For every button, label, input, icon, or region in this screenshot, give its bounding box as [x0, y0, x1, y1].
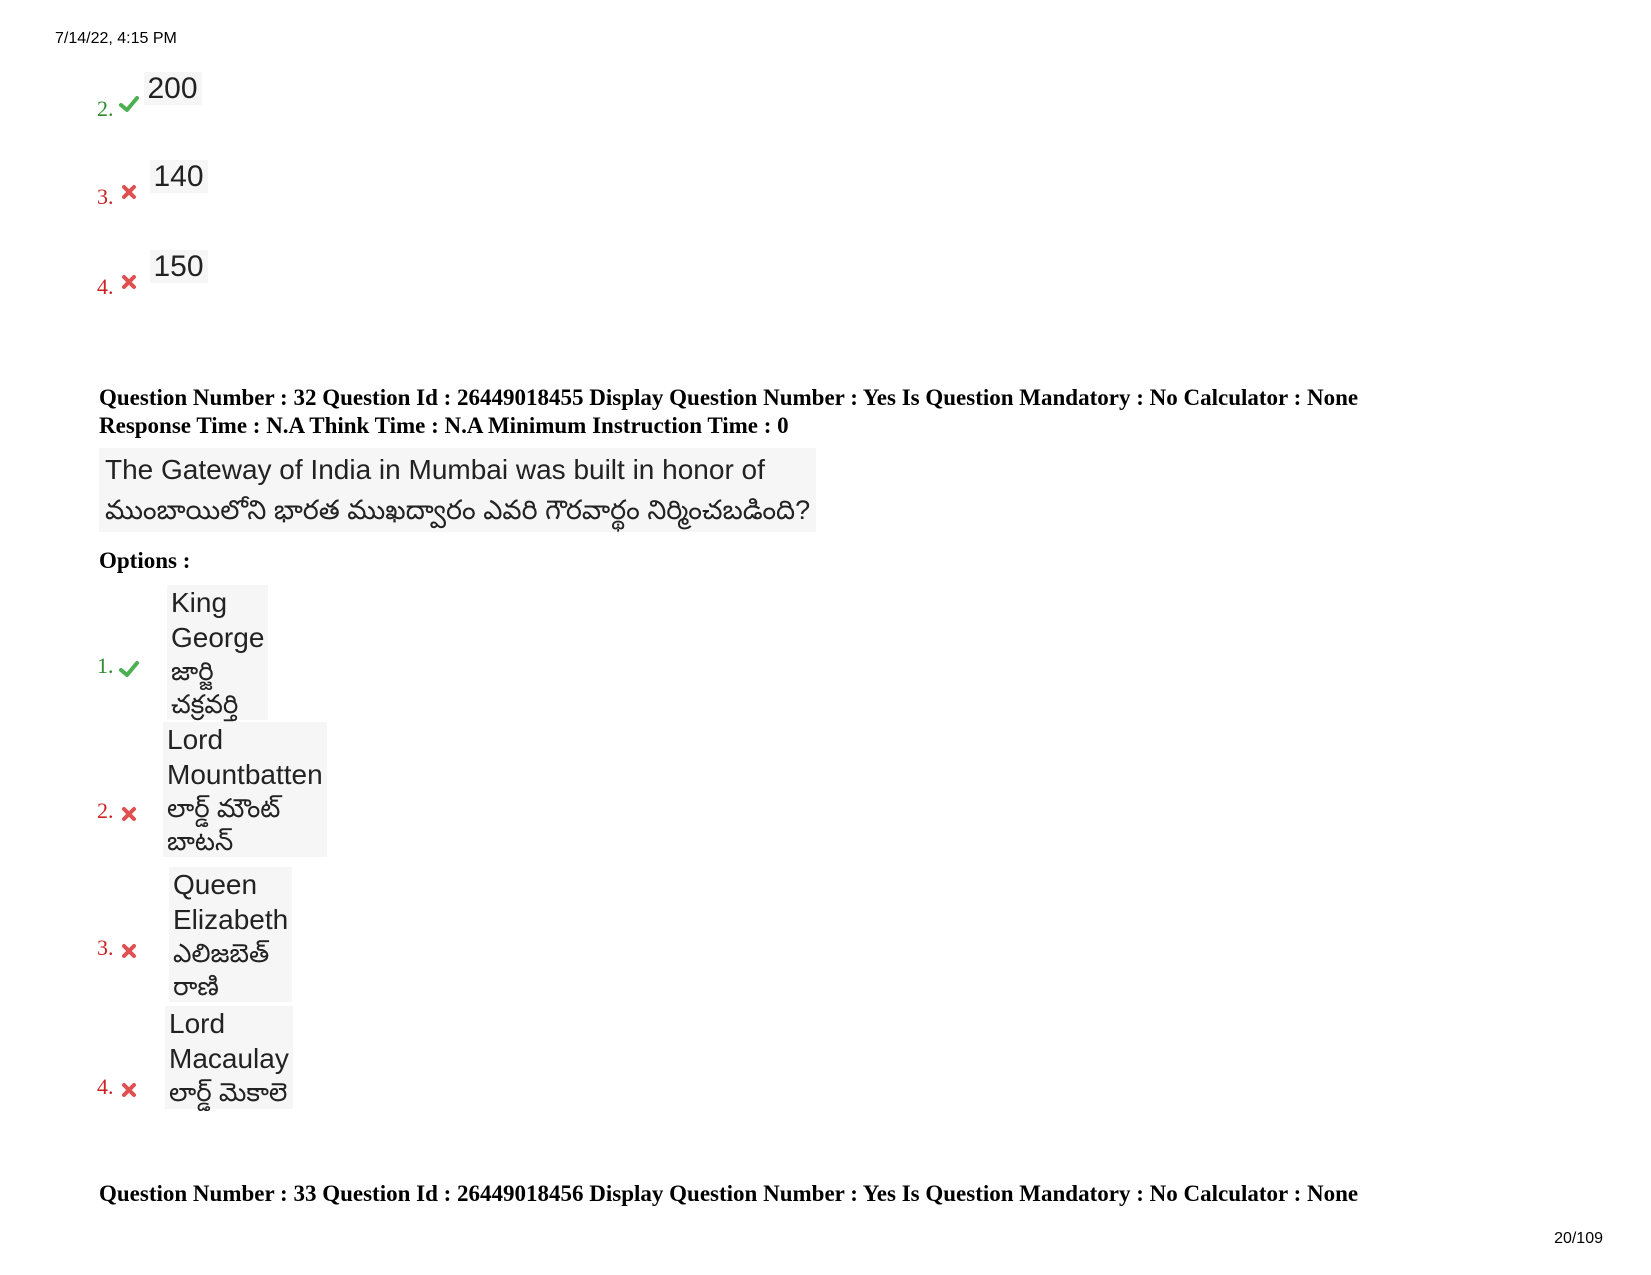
cross-icon [118, 803, 140, 825]
question-meta-line: Question Number : 32 Question Id : 26449018455 Display Question Number : Yes Is Question Mandatory : No Calculator : None [99, 385, 1359, 410]
question-meta-line: Response Time : N.A Think Time : N.A Minimum Instruction Time : 0 [99, 413, 789, 438]
question-32-meta [99, 384, 1358, 440]
check-icon [118, 93, 140, 115]
print-timestamp: 7/14/22, 4:15 PM [55, 30, 177, 47]
option-number: 3. [97, 935, 114, 960]
option-number: 4. [97, 1074, 114, 1099]
option-number: 4. [97, 274, 114, 299]
option-number: 2. [97, 96, 114, 121]
option-value: 150 [150, 250, 208, 283]
option-number: 3. [97, 184, 114, 209]
option-value: 200 [144, 72, 202, 105]
cross-icon [118, 1079, 140, 1101]
cross-icon [118, 271, 140, 293]
option-number: 2. [97, 798, 114, 823]
question-33-meta [99, 1180, 1358, 1208]
prev-option-2 [97, 72, 202, 121]
option-text-english: King George [171, 587, 265, 653]
cross-icon [118, 181, 140, 203]
option-text-telugu: జార్జి చక్రవర్తి [171, 656, 239, 719]
question-text-english: The Gateway of India in Mumbai was built in honor of [105, 454, 765, 485]
page-number: 20/109 [1554, 1230, 1603, 1247]
option-number: 1. [97, 653, 114, 678]
cross-icon [118, 940, 140, 962]
option-text-telugu: లార్డ్ మెకాలె [169, 1077, 288, 1107]
option-text-telugu: ఎలిజబెత్ రాణి [173, 938, 270, 1001]
question-text-telugu: ముంబాయిలోని భారత ముఖద్వారం ఎవరి గౌరవార్థం నిర్మించబడింది? [105, 495, 811, 525]
question-text [99, 448, 816, 532]
option-content [165, 1006, 293, 1109]
options-label: Options : [99, 548, 191, 573]
option-content [167, 585, 268, 720]
option-text-english: Lord Macaulay [169, 1008, 289, 1074]
prev-option-4 [97, 250, 208, 299]
question-meta-line: Question Number : 33 Question Id : 26449018456 Display Question Number : Yes Is Question Mandatory : No Calculator : None [99, 1181, 1359, 1206]
option-text-english: Queen Elizabeth [173, 869, 289, 935]
option-content [163, 722, 327, 857]
option-content [169, 867, 292, 1002]
prev-option-3 [97, 160, 208, 209]
option-text-telugu: లార్డ్ మౌంట్ బాటన్ [167, 793, 281, 856]
check-icon [118, 658, 140, 680]
option-value: 140 [150, 160, 208, 193]
option-text-english: Lord Mountbatten [167, 724, 323, 790]
